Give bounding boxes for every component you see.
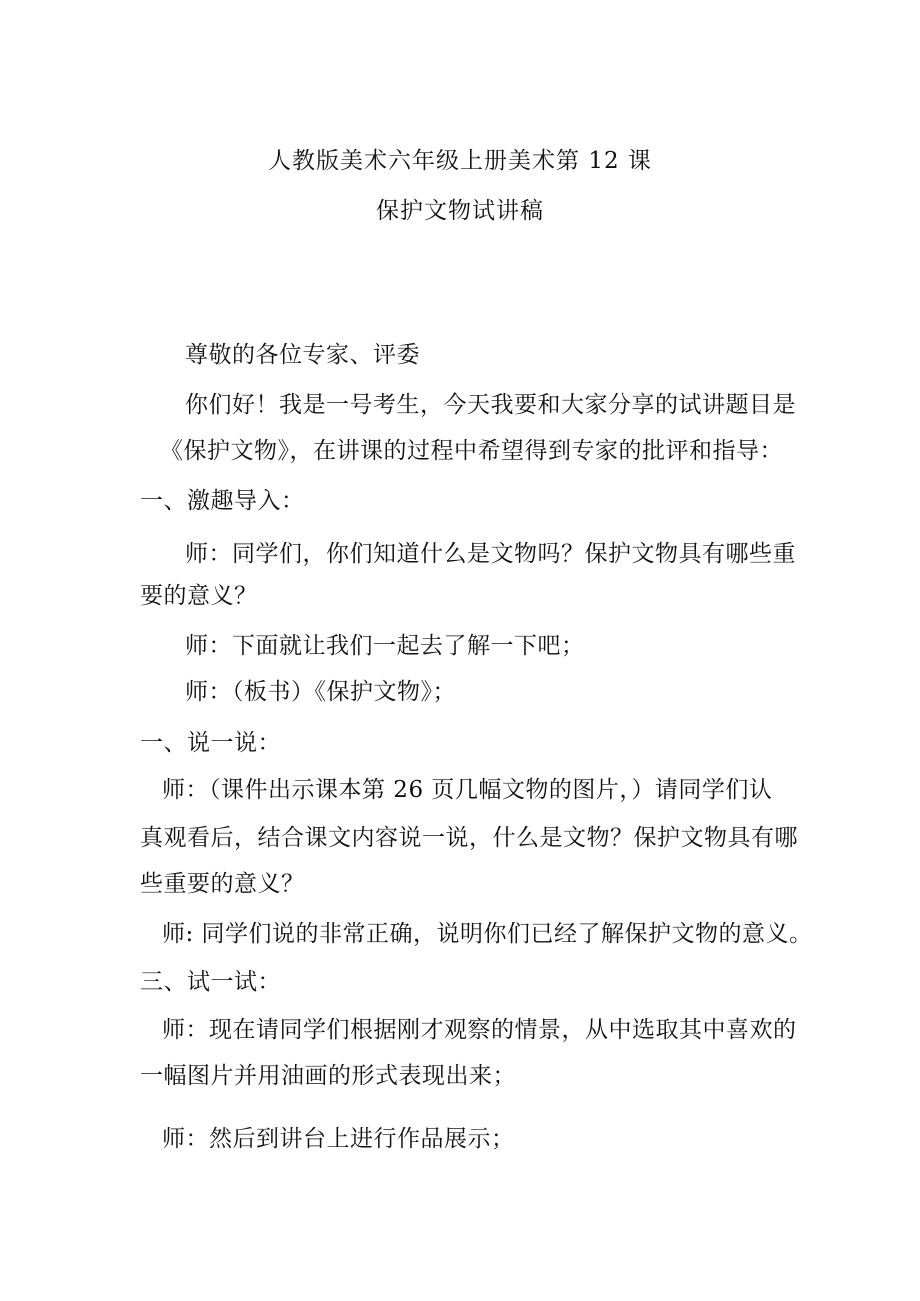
teacher-line-3: 师：（板书）《保护文物》； (185, 679, 456, 705)
teacher-line-5: 师: 同学们说的非常正确，说明你们已经了解保护文物的意义。 (162, 921, 813, 947)
teacher-line-4-cont-1: 真观看后，结合课文内容说一说，什么是文物？保护文物具有哪 (140, 825, 798, 851)
greeting-line: 尊敬的各位专家、评委 (185, 342, 420, 368)
teacher-line-1: 师：同学们，你们知道什么是文物吗？保护文物具有哪些重 (185, 541, 796, 567)
intro-line-2: 《保护文物》，在讲课的过程中希望得到专家的批评和指导： (160, 438, 783, 464)
teacher-line-7: 师：然后到讲台上进行作品展示； (162, 1126, 515, 1152)
section-heading-1: 一、激趣导入： (140, 488, 305, 514)
intro-line-1: 你们好！我是一号考生，今天我要和大家分享的试讲题目是 (185, 392, 796, 418)
teacher-line-6: 师：现在请同学们根据刚才观察的情景，从中选取其中喜欢的 (162, 1017, 797, 1043)
teacher-line-6-cont: 一幅图片并用油画的形式表现出来； (140, 1063, 516, 1089)
teacher-line-2: 师：下面就让我们一起去了解一下吧； (185, 633, 585, 659)
teacher-line-4: 师：（课件出示课本第 26 页几幅文物的图片，）请同学们认 (162, 777, 773, 803)
section-heading-3: 三、试一试： (140, 969, 281, 995)
section-heading-2: 一、说一说： (140, 730, 281, 756)
teacher-line-4-cont-2: 些重要的意义？ (140, 871, 305, 897)
document-title-line-1: 人教版美术六年级上册美术第 12 课 (268, 148, 652, 174)
document-title-line-2: 保护文物试讲稿 (376, 198, 544, 224)
teacher-line-1-cont: 要的意义？ (140, 583, 258, 609)
